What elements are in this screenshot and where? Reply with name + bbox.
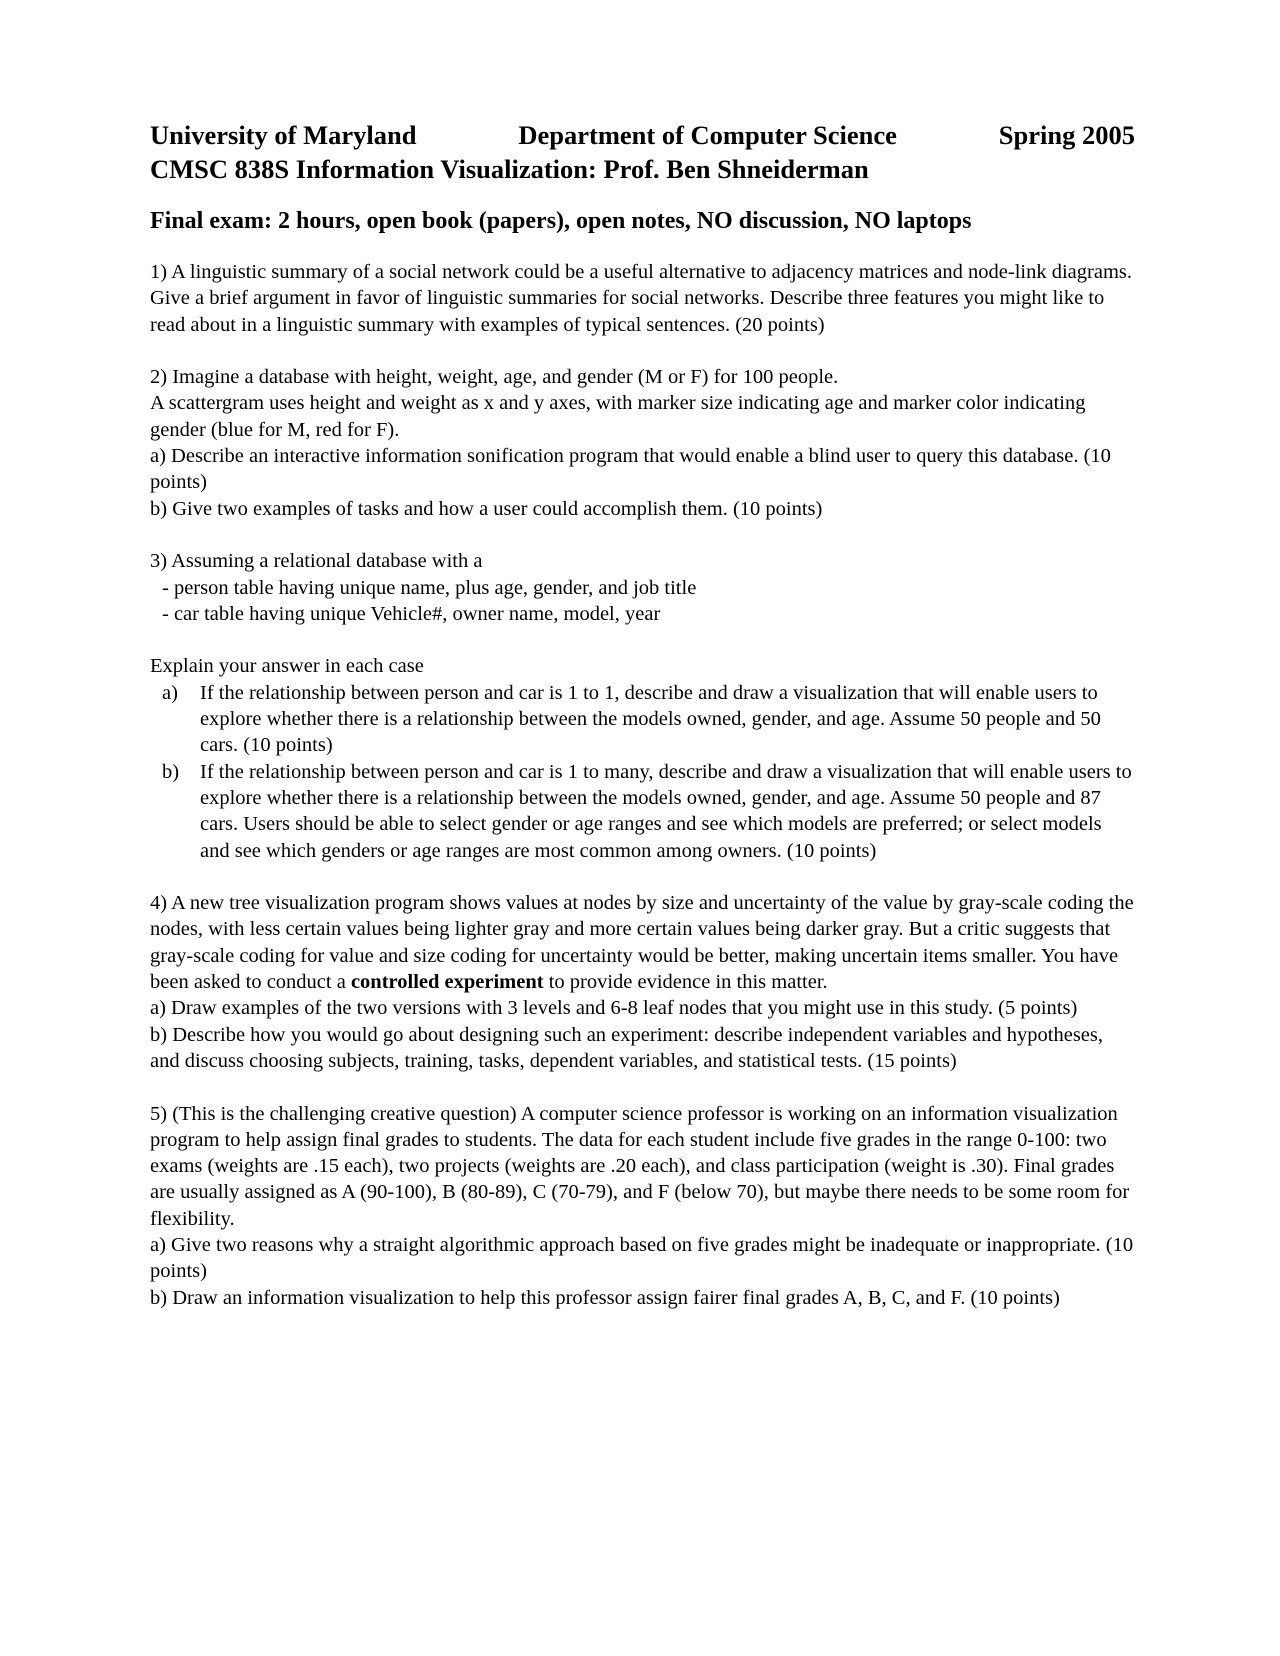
question-2 (150, 364, 1135, 522)
question-4 (150, 890, 1135, 1074)
question-1 (150, 259, 1135, 338)
course-title: CMSC 838S Information Visualization: Prof. Ben Shneiderman (150, 154, 869, 184)
question-3-part-b (150, 759, 1135, 864)
question-5-part-b: b) Draw an information visualization to help this professor assign fairer final grades A, B, C, and F. (10 points) (150, 1286, 1060, 1309)
question-3-person-table: - person table having unique name, plus age, gender, and job title (162, 576, 697, 599)
question-2-part-b: b) Give two examples of tasks and how a user could accomplish them. (10 points) (150, 497, 823, 520)
question-4-emphasis: controlled experiment (350, 971, 544, 994)
university-name: University of Maryland (150, 120, 417, 150)
question-3-parts (150, 680, 1135, 864)
question-4-text-start: 4) A new tree visualization program shows values at nodes by size and uncertainty of the value by gray-scale coding the nodes, with less certain values being lighter gray and more certain values being darker gray. But a critic suggests that gray-scale coding for value and size coding for uncertainty would be better, making uncertain items smaller. You have been asked to conduct a (150, 892, 1134, 994)
question-2-scatter: A scattergram uses height and weight as x and y axes, with marker size indicating age and marker color indicating gender (blue for M, red for F). (150, 392, 1086, 441)
question-1-text: 1) A linguistic summary of a social network could be a useful alternative to adjacency matrices and node-link diagrams. Give a brief argument in favor of linguistic summaries for social networks. Describe three features you might like to read about in a linguistic summary with examples of typical sentences. (20 points) (150, 261, 1132, 336)
part-marker: a) (162, 681, 178, 704)
exam-instructions: Final exam: 2 hours, open book (papers), open notes, NO discussion, NO laptops (150, 208, 972, 234)
part-text: If the relationship between person and car is 1 to 1, describe and draw a visualization that will enable users to explore whether there is a relationship between the models owned, gender, and age. Assume 50 people and 50 cars. (10 points) (200, 681, 1101, 757)
question-5-text: 5) (This is the challenging creative question) A computer science professor is working on an information visualization program to help assign final grades to students. The data for each student include five grades in the range 0-100: two exams (weights are .15 each), two projects (weights are .20 each), and class participation (weight is .30). Final grades are usually assigned as A (90-100), B (80-89), C (70-79), and F (below 70), but maybe there needs to be some room for flexibility. (150, 1102, 1130, 1230)
exam-page (150, 118, 1135, 1311)
question-4-text-end: to provide evidence in this matter. (543, 971, 828, 994)
question-5 (150, 1101, 1135, 1311)
question-4-part-b: b) Describe how you would go about designing such an experiment: describe independent variables and hypotheses, and discuss choosing subjects, training, tasks, dependent variables, and statistical tests. (15 points) (150, 1023, 1103, 1072)
question-5-part-a: a) Give two reasons why a straight algorithmic approach based on five grades might be inadequate or inappropriate. (10 points) (150, 1233, 1134, 1283)
question-3-part-a (150, 680, 1135, 759)
question-2-intro: 2) Imagine a database with height, weight, age, and gender (M or F) for 100 people. (150, 366, 839, 389)
question-3-intro: 3) Assuming a relational database with a (150, 550, 483, 573)
question-3-explain: Explain your answer in each case (150, 655, 424, 678)
question-4-text (150, 890, 1135, 995)
course-title-row (150, 152, 1135, 186)
header-row (150, 118, 1135, 152)
question-4-part-a: a) Draw examples of the two versions with 3 levels and 6-8 leaf nodes that you might use in this study. (5 points) (150, 997, 1078, 1020)
term: Spring 2005 (998, 120, 1135, 150)
department-name: Department of Computer Science (518, 120, 897, 150)
part-text: If the relationship between person and car is 1 to many, describe and draw a visualization that will enable users to explore whether there is a relationship between the models owned, gender, and age. Assume 50 people and 87 cars. Users should be able to select gender or age ranges and see which models are preferred; or select models and see which genders or age ranges are most common among owners. (10 points) (200, 760, 1132, 862)
part-marker: b) (162, 760, 180, 783)
question-3-car-table: - car table having unique Vehicle#, owner name, model, year (162, 602, 661, 625)
question-2-part-a: a) Describe an interactive information sonification program that would enable a blind user to query this database. (10 points) (150, 445, 1111, 494)
question-3 (150, 548, 1135, 864)
